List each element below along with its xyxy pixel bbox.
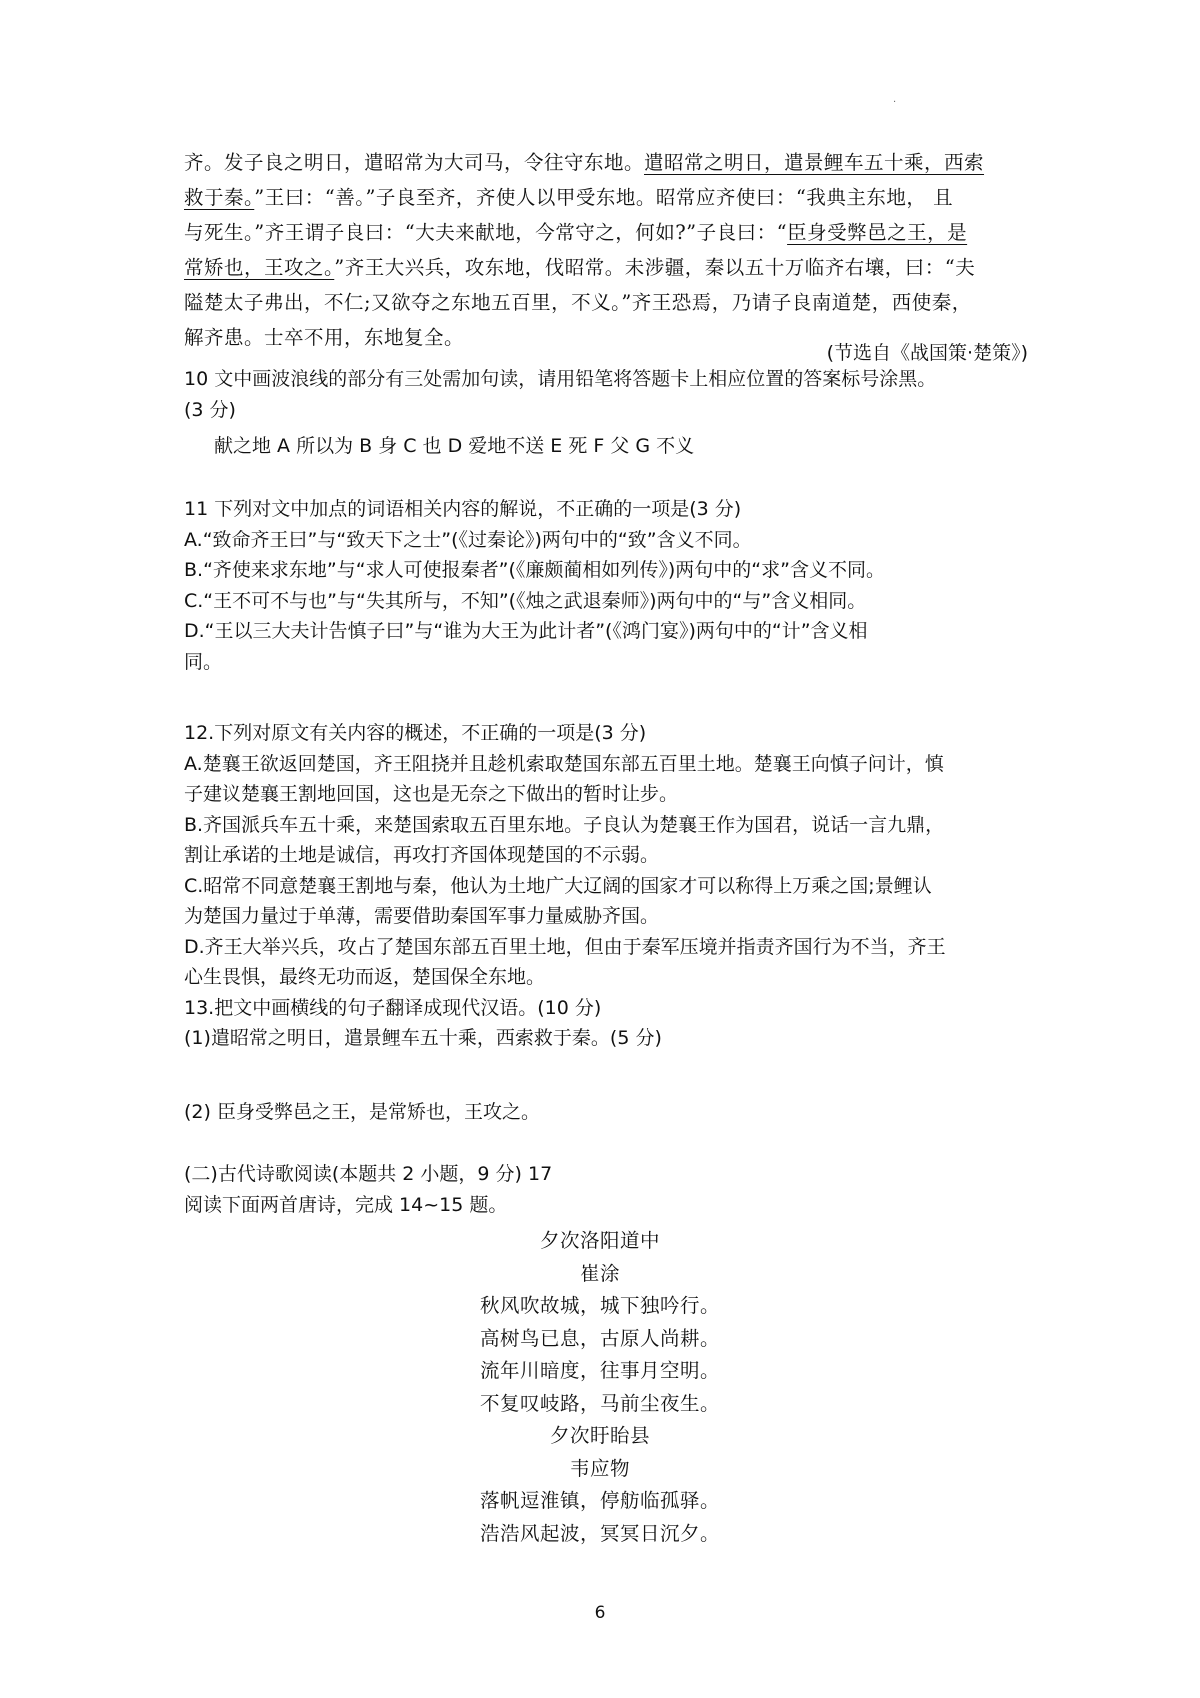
passage-text: ”王曰：“善。”子良至齐，齐使人以甲受东地。昭常应齐使曰：“我典主东地， 且 — [254, 186, 954, 209]
poem-1-author: 崔涂 — [579, 1261, 620, 1285]
question-11-option-d: D.“王以三大夫计告慎子曰”与“谁为大王为此计者”(《鸿门宴》)两句中的“计”含义相 — [184, 620, 868, 642]
poem-1-line: 流年川暗度，往事月空明。 — [479, 1359, 720, 1382]
question-10-stem: 10 文中画波浪线的部分有三处需加句读，请用铅笔将答题卡上相应位置的答案标号涂黑。 — [184, 368, 937, 390]
poem-1-line: 不复叹岐路，马前尘夜生。 — [479, 1391, 720, 1415]
question-10 — [184, 364, 1034, 462]
question-13-sentence-1: (1)遣昭常之明日，遣景鲤车五十乘，西索救于秦。(5 分) — [184, 1027, 662, 1049]
section-title: (二)古代诗歌阅读(本题共 2 小题，9 分) 17 — [184, 1163, 553, 1185]
poem-2-line: 落帆逗淮镇，停舫临孤驿。 — [479, 1489, 720, 1512]
header-mark: · — [893, 97, 897, 108]
poem-1-line: 秋风吹故城，城下独吟行。 — [479, 1294, 720, 1317]
underlined-sentence-1-end: 救于秦。 — [184, 186, 255, 209]
question-12-option-b-cont: 割让承诺的土地是诚信，再攻打齐国体现楚国的不示弱。 — [184, 844, 660, 866]
question-12-option-c: C.昭常不同意楚襄王割地与秦，他认为土地广大辽阔的国家才可以称得上万乘之国;景鲤认 — [184, 874, 932, 897]
passage-line-5: 隘楚太子弗出，不仁;又欲夺之东地五百里，不义。”齐王恐焉，乃请子良南道楚，西使秦， — [184, 291, 972, 314]
passage-text: 与死生。”齐王谓子良曰：“大夫来献地，今常守之，何如?”子良曰：“ — [184, 221, 788, 244]
question-12-option-d: D.齐王大举兴兵，攻占了楚国东部五百里土地，但由于秦军压境并指责齐国行为不当，齐王 — [184, 935, 946, 958]
passage-text: 齐。发子良之明日，遣昭常为大司马，令往守东地。 — [184, 151, 645, 174]
question-11-option-b: B.“齐使来求东地”与“求人可使报秦者”(《廉颇蔺相如列传》)两句中的“求”含义不同。 — [184, 559, 885, 581]
question-11-option-d-cont: 同。 — [184, 650, 223, 673]
question-11-option-a: A.“致命齐王曰”与“致天下之士”(《过秦论》)两句中的“致”含义不同。 — [184, 528, 752, 551]
question-11-option-c: C.“王不可不与也”与“失其所与，不知”(《烛之武退秦师》)两句中的“与”含义相同。 — [184, 589, 867, 612]
question-13-sentence-2-block — [184, 1097, 1034, 1128]
page-number: 6 — [594, 1603, 606, 1623]
question-12 — [184, 718, 1034, 1054]
passage-line-6: 解齐患。士卒不用，东地复全。 — [184, 326, 465, 349]
question-11 — [184, 494, 1034, 677]
underlined-sentence-1: 遣昭常之明日，遣景鲤车五十乘，西索 — [644, 151, 985, 174]
section-intro: 阅读下面两首唐诗，完成 14~15 题。 — [184, 1193, 508, 1216]
poem-1-title: 夕次洛阳道中 — [539, 1229, 660, 1252]
poems — [0, 1225, 1200, 1550]
passage-line-1 — [184, 145, 1028, 180]
passage-text: ”齐王大兴兵，攻东地，伐昭常。未涉疆，秦以五十万临齐右壤，曰：“夫 — [334, 256, 976, 279]
passage-line-3 — [184, 215, 1028, 250]
question-12-option-d-cont: 心生畏惧，最终无功而返，楚国保全东地。 — [184, 966, 546, 988]
passage-line-2 — [184, 180, 1028, 215]
section-poetry-reading — [184, 1159, 1034, 1220]
classical-passage — [184, 145, 1028, 355]
poem-2-title: 夕次盱眙县 — [549, 1424, 650, 1447]
question-13-stem: 13.把文中画横线的句子翻译成现代汉语。(10 分) — [184, 996, 602, 1019]
poem-2-line: 浩浩风起波，冥冥日沉夕。 — [479, 1521, 720, 1545]
passage-line-4 — [184, 250, 1028, 285]
question-12-option-b: B.齐国派兵车五十乘，来楚国索取五百里东地。子良认为楚襄王作为国君，说话一言九鼎， — [184, 813, 945, 836]
poem-2-author: 韦应物 — [569, 1456, 630, 1480]
question-10-score: (3 分) — [184, 398, 236, 421]
question-12-option-c-cont: 为楚国力量过于单薄，需要借助秦国军事力量威胁齐国。 — [184, 905, 660, 927]
question-12-stem: 12.下列对原文有关内容的概述，不正确的一项是(3 分) — [184, 722, 647, 744]
underlined-sentence-2: 臣身受弊邑之王，是 — [787, 221, 968, 244]
question-11-stem: 11 下列对文中加点的词语相关内容的解说，不正确的一项是(3 分) — [184, 498, 742, 520]
underlined-sentence-2-end: 常矫也，王攻之。 — [184, 256, 335, 279]
passage-source: (节选自《战国策·楚策》) — [826, 342, 1028, 364]
question-12-option-a: A.楚襄王欲返回楚国，齐王阻挠并且趁机索取楚国东部五百里土地。楚襄王向慎子问计，慎 — [184, 752, 944, 775]
question-10-options: 献之地 A 所以为 B 身 C 也 D 爱地不送 E 死 F 父 G 不义 — [214, 435, 695, 457]
question-12-option-a-cont: 子建议楚襄王割地回国，这也是无奈之下做出的暂时让步。 — [184, 783, 679, 805]
question-13-sentence-2: (2) 臣身受弊邑之王，是常矫也，王攻之。 — [184, 1101, 540, 1123]
poem-1-line: 高树鸟已息，古原人尚耕。 — [479, 1326, 720, 1350]
